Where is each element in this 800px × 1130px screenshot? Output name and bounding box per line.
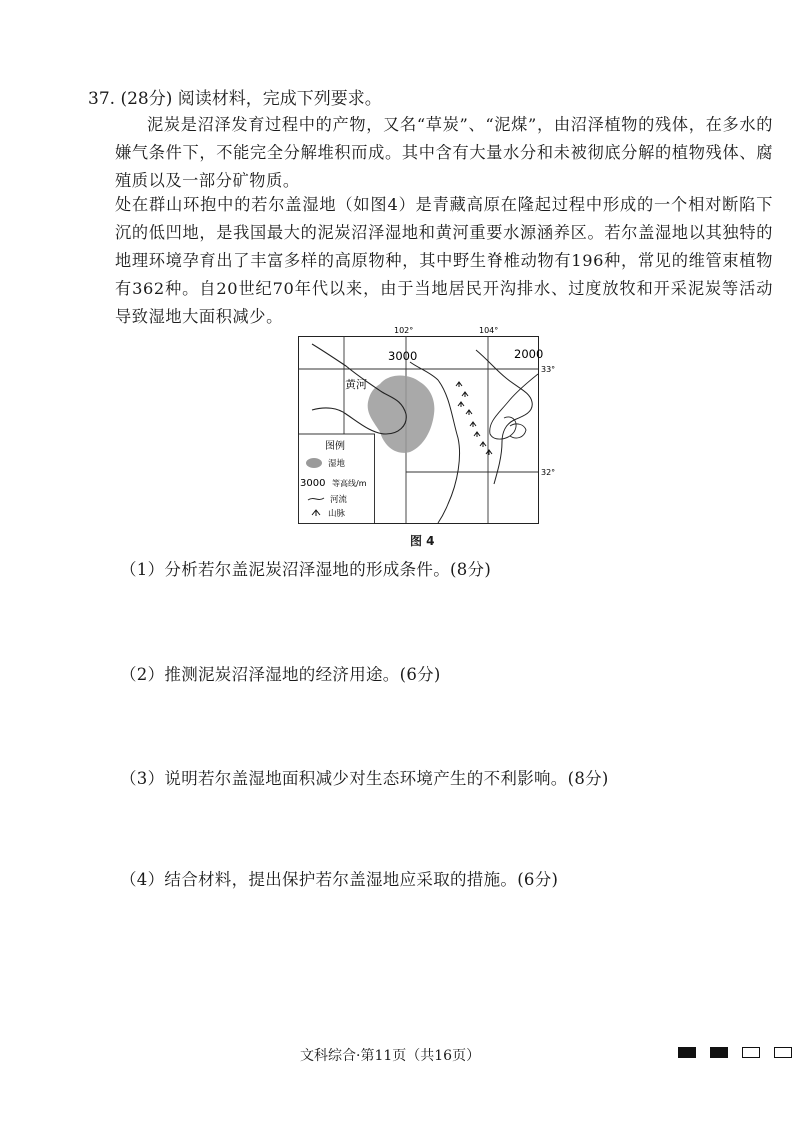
mountain-symbol xyxy=(474,432,480,437)
mountain-symbol xyxy=(458,402,464,407)
yellow-river-label: 黄河 xyxy=(345,378,367,391)
paragraph-peat-definition: 泥炭是沼泽发育过程中的产物，又名“草炭”、“泥煤”，由沼泽植物的残体，在多水的嫌气条件下，不能完全分解堆积而成。其中含有大量水分和未被彻底分解的植物残体、腐殖质以及一部分矿物质。 xyxy=(115,115,773,190)
zoige-wetland-map xyxy=(298,322,560,526)
scan-marks xyxy=(678,1047,792,1058)
figure-caption: 图 4 xyxy=(410,534,435,548)
mountain-range xyxy=(456,382,492,455)
legend-wetland-label: 湿地 xyxy=(328,459,346,469)
scan-mark xyxy=(678,1047,696,1058)
mountain-symbol xyxy=(480,442,486,447)
legend-river-label: 河流 xyxy=(330,495,348,505)
subquestion-2: （2）推测泥炭沼泽湿地的经济用途。(6分) xyxy=(120,665,441,684)
legend-mountain-label: 山脉 xyxy=(328,509,346,519)
mountain-symbol xyxy=(456,382,462,387)
subquestion-1: （1）分析若尔盖泥炭沼泽湿地的形成条件。(8分) xyxy=(120,560,492,579)
question-header: 37. (28分) 阅读材料，完成下列要求。 xyxy=(88,89,382,109)
lon-label-104: 104° xyxy=(479,326,499,335)
scan-mark xyxy=(774,1047,792,1058)
page-footer: 文科综合·第11页（共16页） xyxy=(300,1048,481,1064)
subquestion-3: （3）说明若尔盖湿地面积减少对生态环境产生的不利影响。(8分) xyxy=(120,769,609,788)
scan-mark xyxy=(710,1047,728,1058)
lat-label-33: 33° xyxy=(541,365,556,374)
legend-wetland-swatch xyxy=(306,458,322,468)
contour-label-3000: 3000 xyxy=(388,349,418,363)
wetland-area xyxy=(368,376,435,453)
mountain-symbol xyxy=(466,410,472,415)
legend-title: 图例 xyxy=(325,441,345,452)
mountain-symbol xyxy=(462,392,468,397)
lon-label-102: 102° xyxy=(394,326,414,335)
legend-contour-value: 3000 xyxy=(300,478,326,489)
subquestion-4: （4）结合材料，提出保护若尔盖湿地应采取的措施。(6分) xyxy=(120,870,559,889)
mountain-symbol xyxy=(486,450,492,455)
contour-label-2000: 2000 xyxy=(514,347,544,361)
legend-contour-label: 等高线/m xyxy=(332,479,367,488)
contour-2000 xyxy=(476,350,532,484)
paragraph-zoige-wetland: 处在群山环抱中的若尔盖湿地（如图4）是青藏高原在隆起过程中形成的一个相对断陷下沉的低凹地，是我国最大的泥炭沼泽湿地和黄河重要水源涵养区。若尔盖湿地以其独特的地理环境孕育出了丰富多样的高原物种，其中野生脊椎动物有196种，常见的维管束植物有362种。自20世纪70年代以来，由于当地居民开沟排水、过度放牧和开采泥炭等活动导致湿地大面积减少。 xyxy=(115,195,773,326)
lat-label-32: 32° xyxy=(541,468,556,477)
mountain-symbol xyxy=(470,422,476,427)
scan-mark xyxy=(742,1047,760,1058)
river-loop xyxy=(510,424,526,438)
